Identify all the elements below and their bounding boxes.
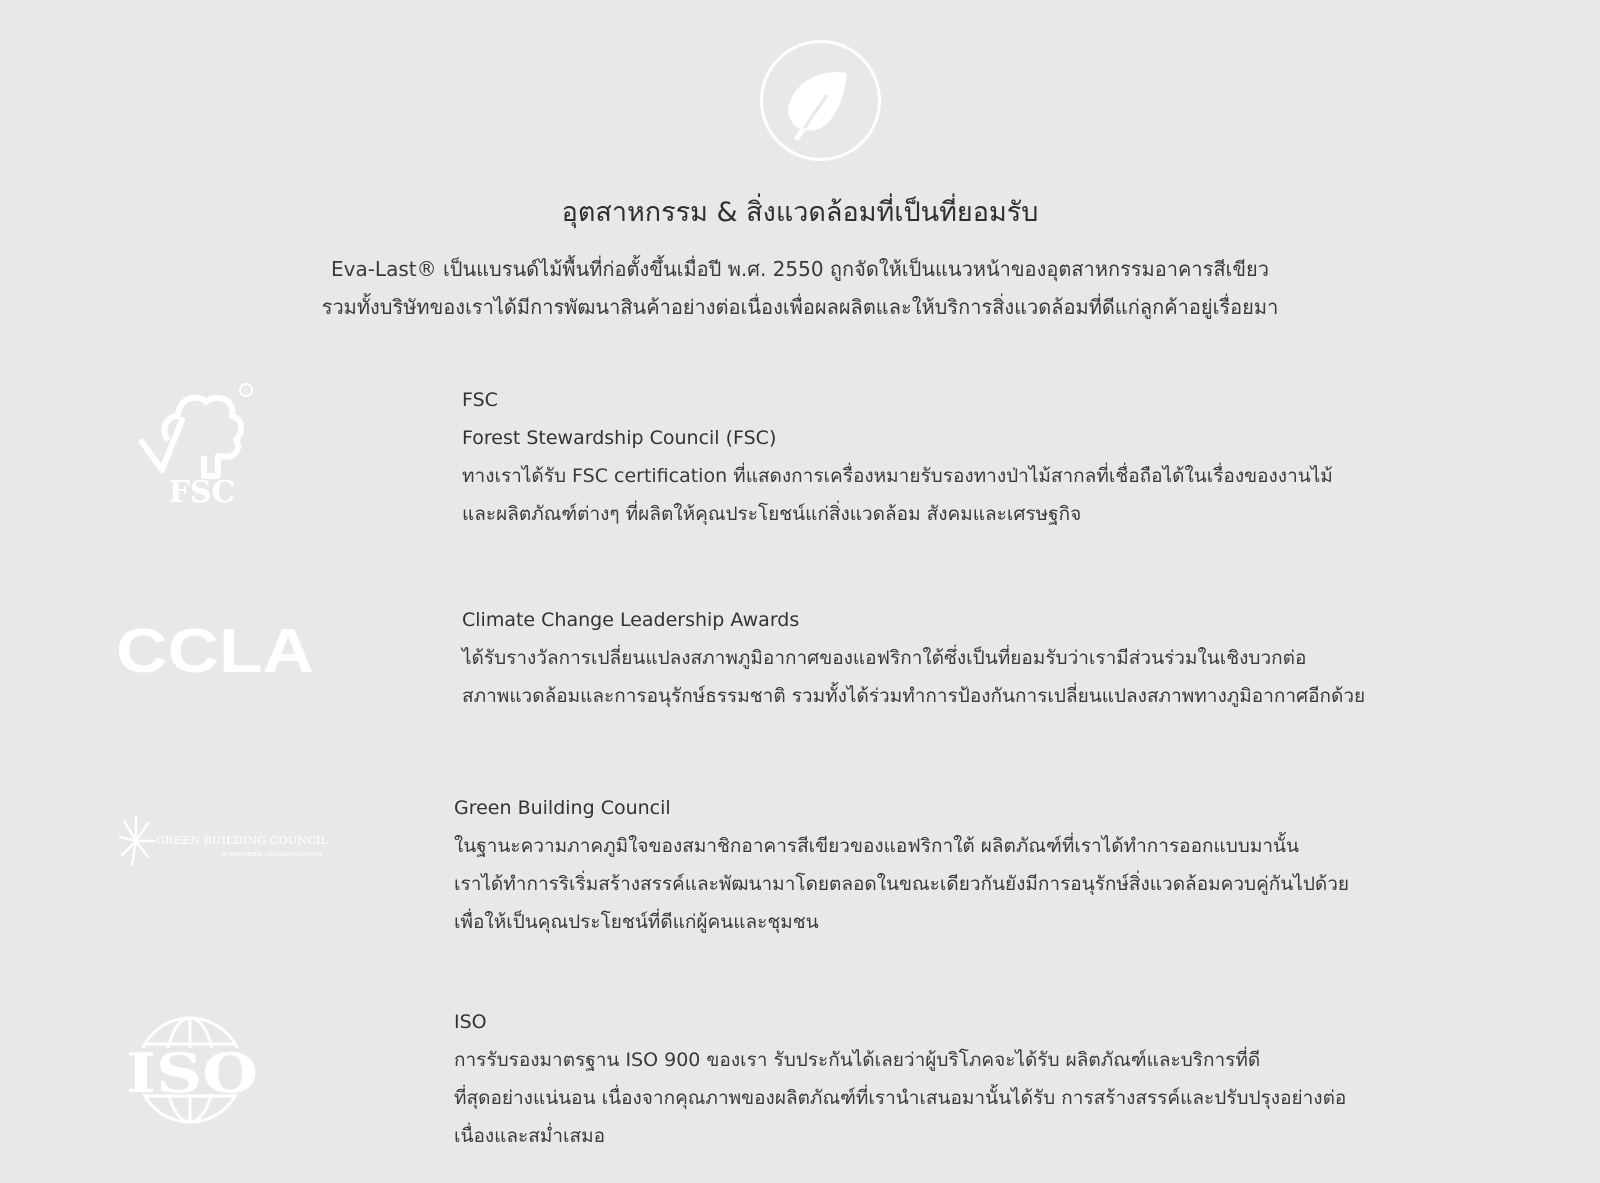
description-line: Eva-Last® เป็นแบรนด์ไม้พื้นที่ก่อตั้งขึ้นเมื่อปี พ.ศ. 2550 ถูกจัดให้เป็นแนวหน้าของอุตสาหกรรมอาคารสีเขียว [330,257,1269,281]
ccla-certification [462,601,1365,715]
cert-title: Forest Stewardship Council (FSC) [462,427,777,449]
cert-description-line: เพื่อให้เป็นคุณประโยชน์ที่ดีแก่ผู้คนและชุมชน [454,911,819,933]
gbc-certification [454,789,1349,941]
cert-description-line: สภาพแวดล้อมและการอนุรักษ์ธรรมชาติ รวมทั้งได้ร่วมทำการป้องกันการเปลี่ยนแปลงสภาพทางภูมิอากาศอีกด้วย [462,685,1366,707]
section-title: อุตสาหกรรม & สิ่งแวดล้อมที่เป็นที่ยอมรับ [561,197,1039,228]
fsc-tree-icon [138,380,262,510]
svg-text:c: c [243,386,249,395]
cert-description-line: เนื่องและสม่ำเสมอ [454,1125,606,1147]
cert-title: Green Building Council [454,797,671,819]
cert-description-line: เราได้ทำการริเริ่มสร้างสรรค์และพัฒนามาโดยตลอดในขณะเดียวกันยังมีการอนุรักษ์สิ่งแวดล้อมควบคู่กันไปด้วย [454,873,1350,895]
ccla-logo [116,620,316,680]
cert-description-line: และผลิตภัณฑ์ต่างๆ ที่ผลิตให้คุณประโยชน์แก่สิ่งแวดล้อม สังคมและเศรษฐกิจ [462,503,1082,525]
cert-description-line: ในฐานะความภาคภูมิใจของสมาชิกอาคารสีเขียวของแอฟริกาใต้ ผลิตภัณฑ์ที่เราได้ทำการออกแบบมานั้น [454,835,1300,857]
iso-certification [454,1003,1346,1155]
cert-description-line: ได้รับรางวัลการเปลี่ยนแปลงสภาพภูมิอากาศของแอฟริกาใต้ซึ่งเป็นที่ยอมรับว่าเรามีส่วนร่วมในเชิงบวกต่อ [462,647,1307,669]
cert-name: FSC [462,389,498,411]
ccla-logo-text: CCLA [116,620,314,680]
cert-description-line: ที่สุดอย่างแน่นอน เนื่องจากคุณภาพของผลิตภัณฑ์ที่เรานำเสนอมานั้นได้รับ การสร้างสรรค์และปรับปรุงอย่างต่อ [454,1087,1347,1109]
fsc-certification [462,381,1333,533]
cert-name: ISO [454,1011,487,1033]
cert-description-line: ทางเราได้รับ FSC certification ที่แสดงการเครื่องหมายรับรองทางป่าไม้สากลที่เชื่อถือได้ในเรื่องของงานไม้ [462,465,1333,487]
section-description [0,250,1600,326]
gbc-logo-subtext: A MEMBER ORGANISATION [222,852,323,858]
description-line: รวมทั้งบริษัทของเราได้มีการพัฒนาสินค้าอย่างต่อเนื่องเพื่อผลผลิตและให้บริการสิ่งแวดล้อมที่ดีแก่ลูกค้าอยู่เรื่อยมา [321,295,1279,319]
iso-logo-text: ISO [126,1041,258,1105]
gbc-logo-text: GREEN BUILDING COUNCIL [156,834,329,847]
leaf-badge [760,40,881,161]
fsc-logo [138,380,262,510]
cert-title: Climate Change Leadership Awards [462,609,800,631]
leaf-icon [763,43,878,158]
iso-logo [124,1014,260,1126]
cert-description-line: การรับรองมาตรฐาน ISO 900 ของเรา รับประกันได้เลยว่าผู้บริโภคจะได้รับ ผลิตภัณฑ์และบริการที่ดี [454,1049,1261,1071]
green-building-council-logo [118,815,340,871]
fsc-logo-text: FSC [168,475,236,510]
starburst-icon [120,817,154,865]
